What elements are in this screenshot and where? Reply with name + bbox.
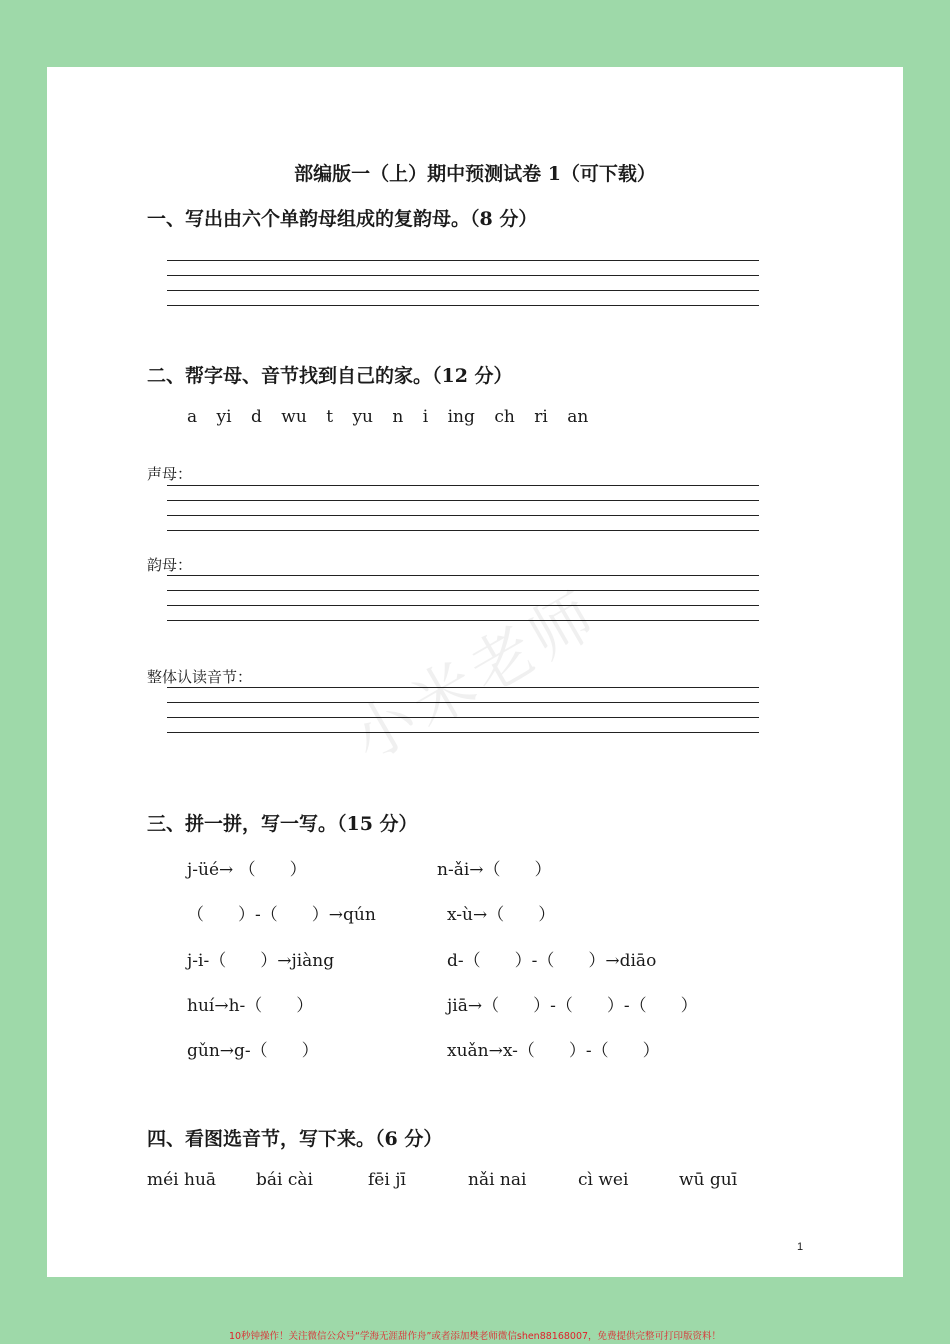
syllable-option: bái cài (256, 1170, 313, 1190)
answer-line (167, 260, 759, 261)
answer-line (167, 500, 759, 501)
letter-item: an (567, 407, 589, 427)
letter-item: yi (216, 407, 232, 427)
answer-line (167, 575, 759, 576)
section2-heading: 二、帮字母、音节找到自己的家。（12 分） (147, 365, 513, 387)
page-number: 1 (797, 1241, 804, 1253)
answer-line (167, 605, 759, 606)
section1-heading: 一、写出由六个单韵母组成的复韵母。（8 分） (147, 208, 538, 230)
letter-item: i (422, 407, 429, 427)
answer-line (167, 485, 759, 486)
letter-item: ri (534, 407, 548, 427)
answer-line (167, 620, 759, 621)
answer-line (167, 530, 759, 531)
answer-line (167, 275, 759, 276)
watermark: 小米老师 (339, 576, 612, 776)
exercise-item: j-i-（ ）→jiàng (187, 951, 335, 971)
section4-heading: 四、看图选音节，写下来。（6 分） (147, 1128, 443, 1150)
zhengti-label: 整体认读音节： (147, 668, 253, 686)
exercise-item: jiā→（ ）-（ ）-（ ） (447, 996, 698, 1016)
letter-item: ing (447, 407, 475, 427)
letter-item: wu (281, 407, 307, 427)
syllable-option: cì wei (578, 1170, 629, 1190)
exercise-item: xuǎn→x-（ ）-（ ） (447, 1041, 660, 1061)
shengmu-label: 声母： (147, 465, 193, 483)
letter-item: t (326, 407, 334, 427)
answer-line (167, 732, 759, 733)
exercise-item: （ ）-（ ）→qún (187, 905, 376, 925)
syllable-option: fēi jī (368, 1170, 406, 1190)
exercise-item: huí→h-（ ） (187, 996, 314, 1016)
letter-item: n (392, 407, 404, 427)
letter-item: yu (352, 407, 374, 427)
exercise-item: d-（ ）-（ ）→diāo (447, 951, 657, 971)
letter-item: a (187, 407, 198, 427)
exercise-item: n-ǎi→（ ） (437, 860, 552, 880)
syllable-option: wū guī (679, 1170, 738, 1190)
answer-line (167, 305, 759, 306)
exercise-item: x-ù→（ ） (447, 905, 556, 925)
syllable-option: méi huā (147, 1170, 217, 1190)
answer-line (167, 290, 759, 291)
letter-bank (187, 407, 602, 427)
worksheet-page (47, 67, 903, 1277)
page-title: 部编版一（上）期中预测试卷 1（可下载） (294, 163, 656, 185)
syllable-option: nǎi nai (468, 1170, 527, 1190)
answer-line (167, 590, 759, 591)
exercise-item: gǔn→g-（ ） (187, 1041, 319, 1061)
promo-footer: 10秒钟操作！关注微信公众号“学海无涯甜作舟”或者添加樊老师微信shen88168007，免费提供完整可打印版资料！ (228, 1331, 722, 1342)
letter-item: ch (494, 407, 515, 427)
answer-line (167, 515, 759, 516)
yunmu-label: 韵母： (147, 556, 193, 574)
section3-heading: 三、拼一拼，写一写。（15 分） (147, 813, 418, 835)
letter-item: d (251, 407, 262, 427)
exercise-item: j-üé→ （ ） (187, 860, 307, 880)
